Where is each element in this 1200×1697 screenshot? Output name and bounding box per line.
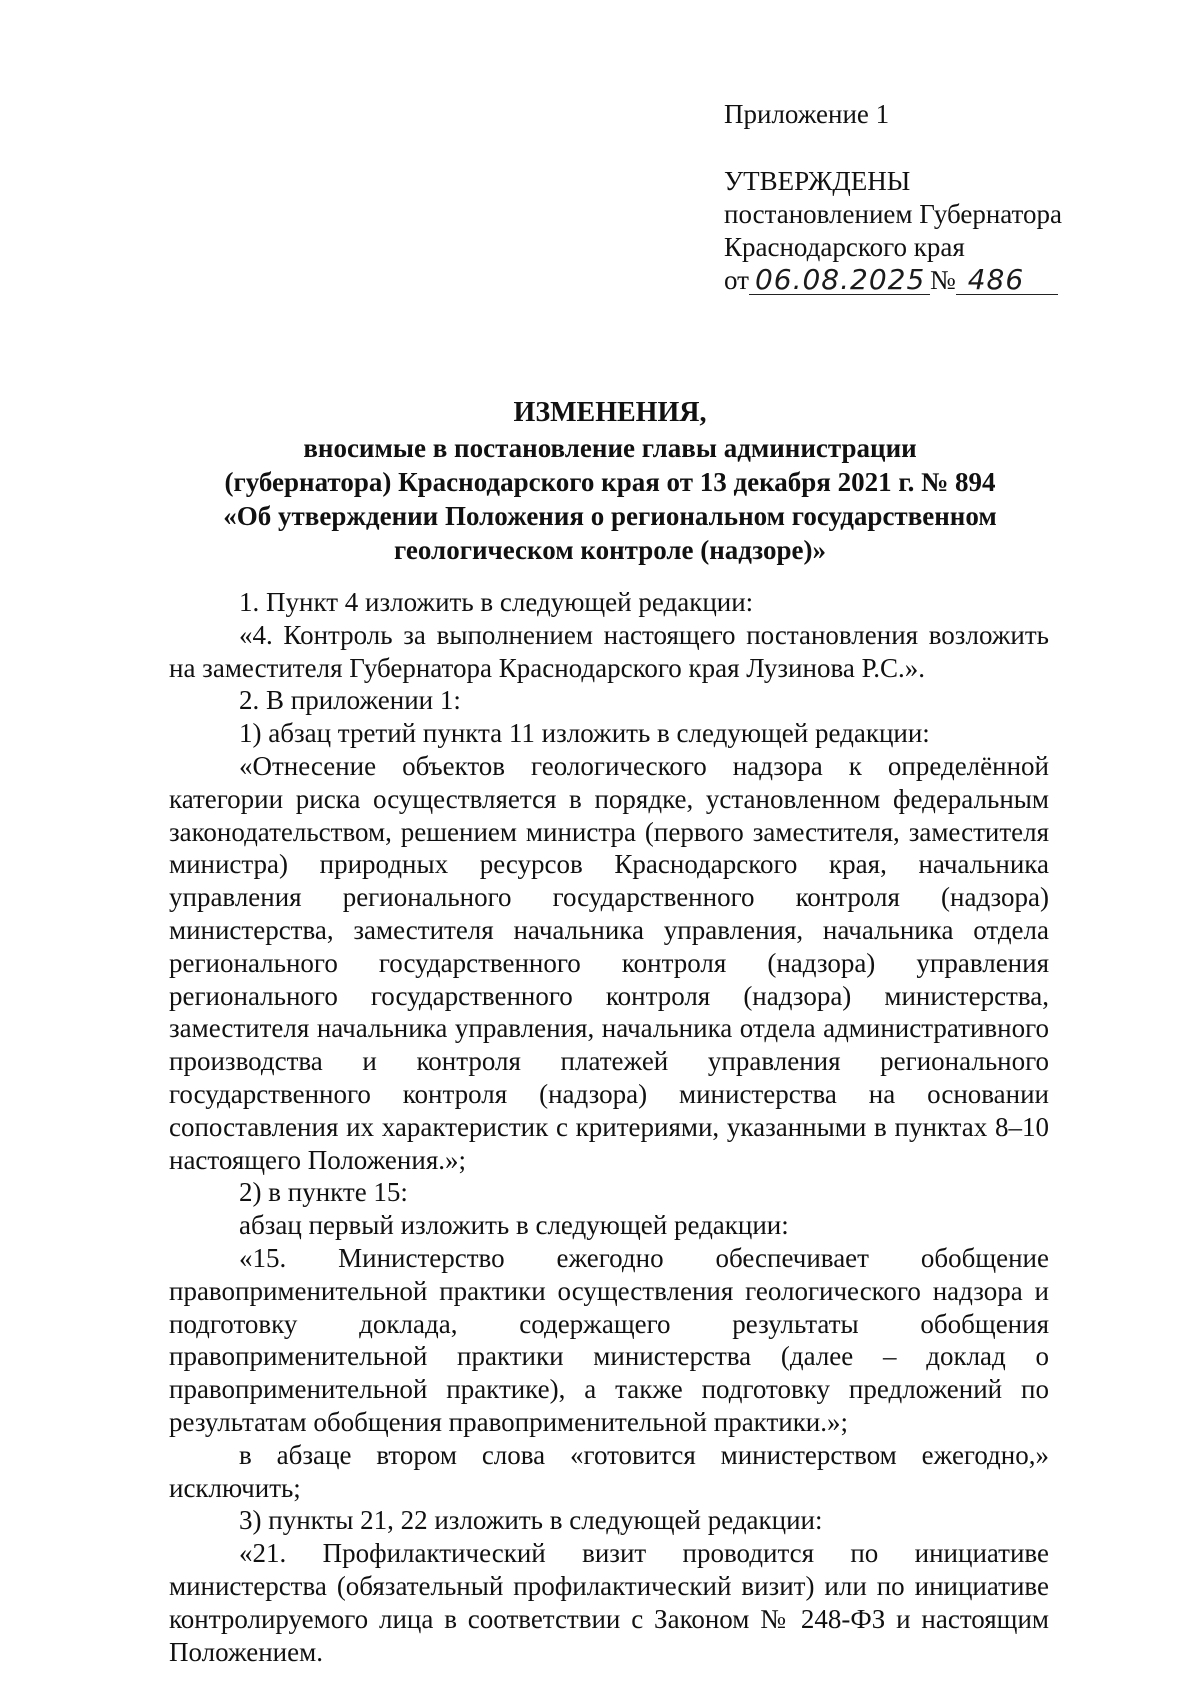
document-heading [160, 396, 1060, 567]
subitem-2-text-line: подготовку доклада, содержащего результаты обобщения [169, 1308, 1049, 1339]
subitem-2-a: абзац первый изложить в следующей редакции: [239, 1210, 789, 1241]
heading-line: вносимые в постановление главы администрации [303, 433, 917, 463]
appendix-label: Приложение 1 [724, 99, 890, 129]
approval-block [724, 98, 1062, 297]
handwritten-date: 06.08.2025 [749, 266, 930, 295]
date-number-line [724, 264, 1062, 297]
date-prefix: от [724, 265, 749, 295]
approved-region-line: Краснодарского края [724, 232, 965, 262]
approved-by-line: постановлением Губернатора [724, 199, 1062, 229]
document-body [169, 586, 1049, 1668]
subitem-2-text-line: правоприменительной практики осуществления геологического надзора и [169, 1275, 1049, 1306]
item-2: 2. В приложении 1: [239, 685, 461, 716]
subitem-2-text-line: результатам обобщения правоприменительной практики.»; [169, 1406, 849, 1437]
subitem-2-text-line: правоприменительной практике), а также подготовку предложений по [169, 1374, 1049, 1405]
subitem-2-b: в абзаце втором слова «готовится министерством ежегодно,» исключить; [169, 1439, 1049, 1503]
heading-line: геологическом контроле (надзоре)» [394, 535, 826, 565]
number-sign: № [929, 265, 956, 295]
item-1: 1. Пункт 4 изложить в следующей редакции: [239, 587, 754, 617]
heading-line: «Об утверждении Положения о региональном государственном [223, 501, 997, 531]
subitem-3: 3) пункты 21, 22 изложить в следующей редакции: [239, 1505, 823, 1536]
subitem-2-text-line: «15. Министерство ежегодно обеспечивает обобщение [239, 1242, 1049, 1273]
handwritten-number: 486 [956, 266, 1058, 295]
item-1-text: «4. Контроль за выполнением настоящего постановления возложить на заместителя Губернатора Краснодарского края Лузинова Р.С.». [169, 619, 1049, 683]
heading-title: ИЗМЕНЕНИЯ, [513, 397, 707, 428]
approved-label: УТВЕРЖДЕНЫ [724, 166, 911, 196]
subitem-1: 1) абзац третий пункта 11 изложить в следующей редакции: [239, 718, 930, 749]
subitem-1-text: «Отнесение объектов геологического надзора к определённой категории риска осуществляется в порядке, установленном федеральным законодательством, решением министра (первого заместителя, заместителя министра) природных ресурсов Краснодарского края, начальника управления регионального государственного контроля (надзора) министерства, заместителя начальника управления, начальника отдела регионального государственного контроля (надзора) управления регионального государственного контроля (надзора) министерства, заместителя начальника управления, начальника отдела административного производства и контроля платежей управления регионального государственного контроля (надзора) министерства на основании сопоставления их характеристик с критериями, указанными в пунктах 8–10 настоящего Положения.»; [169, 750, 1049, 1175]
subitem-2-text-line: правоприменительной практики министерства (далее – доклад о [169, 1341, 1049, 1372]
subitem-2: 2) в пункте 15: [239, 1177, 408, 1208]
subitem-3-text: «21. Профилактический визит проводится по инициативе министерства (обязательный профилактический визит) или по инициативе контролируемого лица в соответствии с Законом № 248-ФЗ и настоящим Положением. [169, 1538, 1049, 1667]
heading-line: (губернатора) Краснодарского края от 13 декабря 2021 г. № 894 [224, 467, 996, 497]
